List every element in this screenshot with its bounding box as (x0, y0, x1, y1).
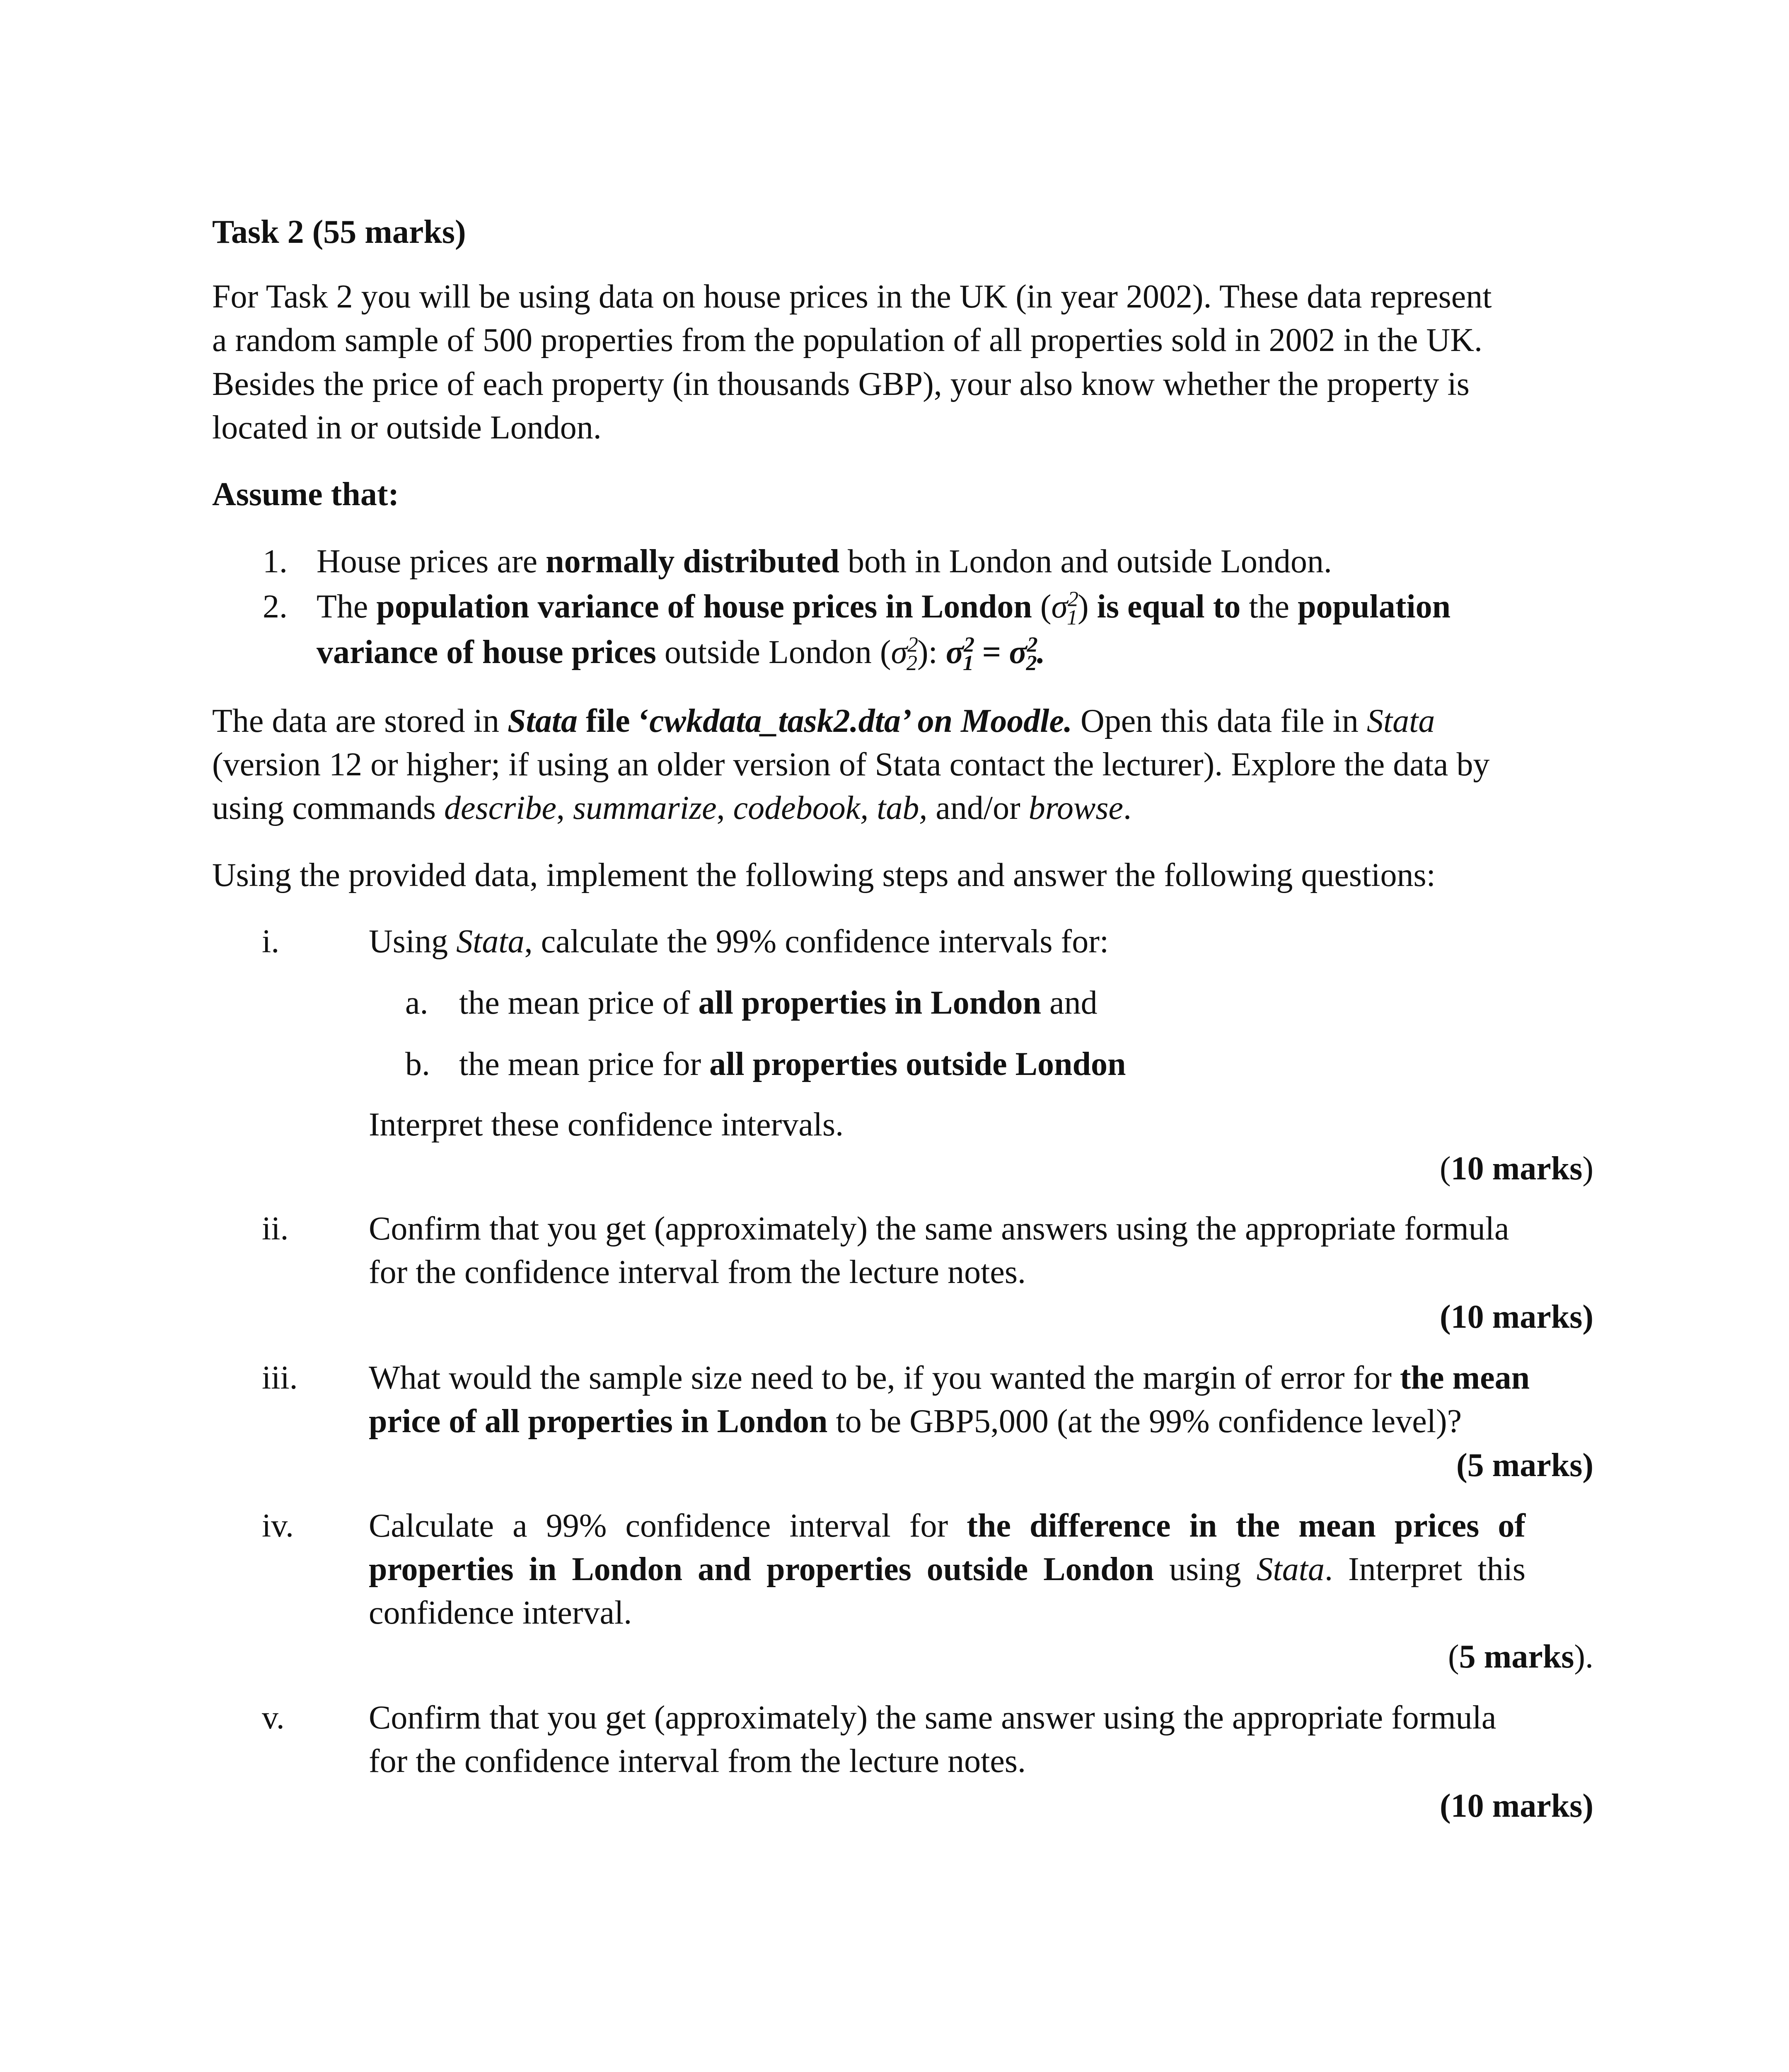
data-line-3: using commands describe, summarize, codebook, tab, and/or browse. (212, 790, 1131, 826)
question-iv-marks: (5 marks). (1448, 1639, 1593, 1675)
assumption-2-line-1: The population variance of house prices in London $(\sigma^2_1)$ is equal to the population (317, 587, 1451, 629)
question-number-iii: iii. (262, 1360, 298, 1396)
equality-expression: $\sigma^2_1 = \sigma^2_2$. (945, 633, 1045, 675)
subitem-a-number: a. (405, 985, 428, 1021)
intro-line-1: For Task 2 you will be using data on house prices in the UK (in year 2002). These data represent (212, 278, 1492, 315)
intro-line-3: Besides the price of each property (in thousands GBP), your also know whether the property is (212, 366, 1470, 402)
sigma-1-squared: $\sigma^2_1$ (1051, 587, 1078, 629)
question-iii-marks: (5 marks) (1456, 1447, 1593, 1484)
question-v-line-1: Confirm that you get (approximately) the same answer using the appropriate formula (369, 1699, 1496, 1736)
question-number-i: i. (262, 923, 280, 960)
assume-heading: Assume that: (212, 476, 399, 513)
assumption-number-1: 1. (263, 543, 288, 580)
subitem-b: the mean price for all properties outside London (459, 1046, 1126, 1082)
question-ii-marks: (10 marks) (1439, 1299, 1593, 1335)
assumption-2-line-2: variance of house prices outside London $(\sigma^2_2)$: $\sigma^2_1 = \sigma^2_2$. (317, 633, 1045, 675)
intro-line-4: located in or outside London. (212, 409, 602, 446)
question-i-interpret: Interpret these confidence intervals. (369, 1106, 844, 1143)
question-iv-line-1: Calculate a 99% confidence interval for the difference in the mean prices of (369, 1508, 1525, 1544)
question-iv-line-3: confidence interval. (369, 1595, 632, 1631)
question-number-iv: iv. (262, 1508, 294, 1544)
question-ii-line-1: Confirm that you get (approximately) the same answers using the appropriate formula (369, 1210, 1509, 1247)
question-i-marks: (10 marks) (1439, 1150, 1593, 1187)
question-i-line-1: Using Stata, calculate the 99% confidence intervals for: (369, 923, 1109, 960)
question-v-line-2: for the confidence interval from the lecture notes. (369, 1743, 1026, 1779)
question-number-v: v. (262, 1699, 285, 1736)
question-v-marks: (10 marks) (1439, 1788, 1593, 1824)
question-iv-line-2: properties in London and properties outside London using Stata. Interpret this (369, 1551, 1525, 1588)
data-line-1: The data are stored in Stata file ‘cwkdata_task2.dta’ on Moodle. Open this data file in Stata (212, 703, 1435, 739)
data-line-2: (version 12 or higher; if using an older version of Stata contact the lecturer). Explore the data by (212, 746, 1490, 783)
sigma-2-squared: $\sigma^2_2$ (891, 633, 918, 675)
assumption-1: House prices are normally distributed both in London and outside London. (317, 543, 1332, 580)
intro-line-2: a random sample of 500 properties from the population of all properties sold in 2002 in the UK. (212, 322, 1483, 358)
question-number-ii: ii. (262, 1210, 289, 1247)
question-iii-line-2: price of all properties in London to be GBP5,000 (at the 99% confidence level)? (369, 1403, 1462, 1440)
subitem-b-number: b. (405, 1046, 430, 1082)
task-title: Task 2 (55 marks) (212, 214, 466, 250)
assumption-number-2: 2. (263, 588, 288, 625)
question-ii-line-2: for the confidence interval from the lecture notes. (369, 1254, 1026, 1290)
question-iii-line-1: What would the sample size need to be, if you wanted the margin of error for the mean (369, 1360, 1530, 1396)
subitem-a: the mean price of all properties in London and (459, 985, 1098, 1021)
instructions: Using the provided data, implement the following steps and answer the following questions: (212, 857, 1436, 893)
